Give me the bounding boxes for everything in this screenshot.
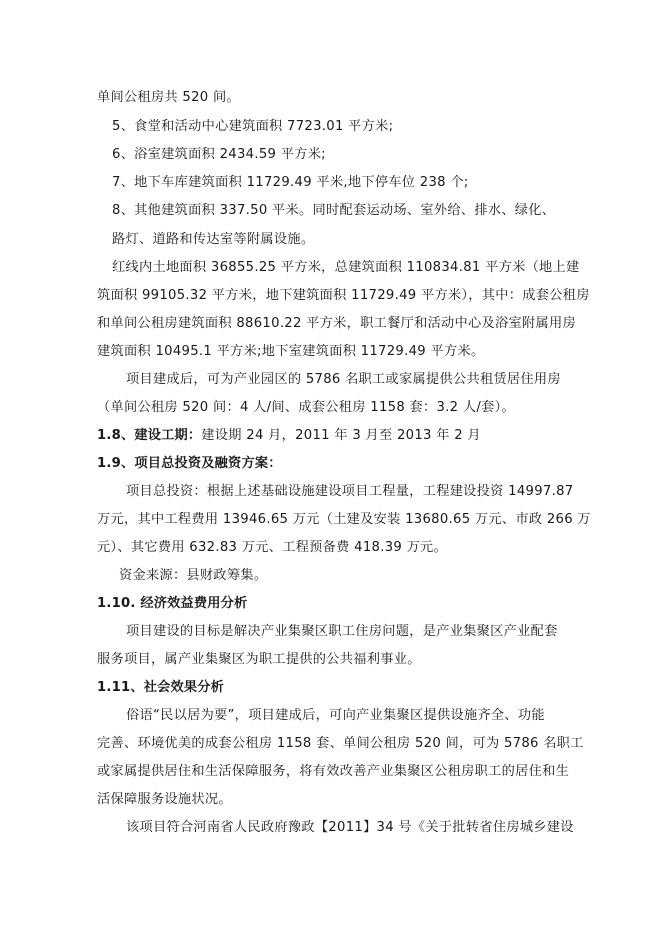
list-item-other-area-cont: 路灯、道路和传达室等附属设施。 [112, 232, 315, 247]
paragraph-line: 单间公租房共 520 间。 [97, 90, 240, 105]
paragraph-line: 建筑面积 10495.1 平方米;地下室建筑面积 11729.49 平方米。 [97, 344, 485, 359]
paragraph-line: 活保障服务设施状况。 [97, 792, 232, 807]
paragraph-line: 完善、环境优美的成套公租房 1158 套、单间公租房 520 间，可为 5786 名职工 [97, 736, 584, 751]
section-heading-text: 建设期 24 月，2011 年 3 月至 2013 年 2 月 [201, 428, 481, 443]
paragraph-line: （单间公租房 520 间：4 人/间、成套公租房 1158 套：3.2 人/套）。 [97, 400, 515, 415]
paragraph-line: 服务项目，属产业集聚区为职工提供的公共福利事业。 [97, 652, 421, 667]
paragraph-line: 俗语“民以居为要”，项目建成后，可向产业集聚区提供设施齐全、功能 [126, 708, 545, 723]
paragraph-line: 或家属提供居住和生活保障服务，将有效改善产业集聚区公租房职工的居住和生 [97, 764, 570, 779]
section-heading-1-10: 1.10. 经济效益费用分析 [97, 596, 248, 611]
list-item-other-area: 8、其他建筑面积 337.50 平米。同时配套运动场、室外给、排水、绿化、 [112, 203, 556, 218]
list-item-garage-area: 7、地下车库建筑面积 11729.49 平米,地下停车位 238 个; [112, 175, 469, 190]
paragraph-line: 和单间公租房建筑面积 88610.22 平方米，职工餐厅和活动中心及浴室附属用房 [97, 316, 576, 331]
paragraph-line: 资金来源：县财政筹集。 [119, 568, 268, 583]
section-heading-1-9: 1.9、项目总投资及融资方案： [97, 456, 282, 471]
section-heading-1-8 [97, 426, 481, 446]
paragraph-line: 红线内土地面积 36855.25 平方米，总建筑面积 110834.81 平方米（地上建 [112, 260, 580, 275]
paragraph-line: 万元，其中工程费用 13946.65 万元（土建及安装 13680.65 万元、市政 266 万 [97, 512, 591, 527]
paragraph-line: 项目总投资：根据上述基础设施建设项目工程量，工程建设投资 14997.87 [126, 484, 574, 499]
paragraph-line: 该项目符合河南省人民政府豫政【2011】34 号《关于批转省住房城乡建设 [126, 820, 574, 835]
paragraph-line: 筑面积 99105.32 平方米，地下建筑面积 11729.49 平方米），其中：成套公租房 [97, 288, 590, 303]
list-item-canteen-area: 5、食堂和活动中心建筑面积 7723.01 平方米; [112, 119, 394, 134]
list-item-bathhouse-area: 6、浴室建筑面积 2434.59 平方米; [112, 147, 326, 162]
section-heading-1-11: 1.11、社会效果分析 [97, 680, 225, 695]
section-heading-label: 1.8、建设工期： [97, 428, 202, 443]
paragraph-line: 项目建设的目标是解决产业集聚区职工住房问题，是产业集聚区产业配套 [126, 624, 558, 639]
paragraph-line: 项目建成后，可为产业园区的 5786 名职工或家属提供公共租赁居住用房 [126, 372, 561, 387]
paragraph-line: 元）、其它费用 632.83 万元、工程预备费 418.39 万元。 [97, 540, 448, 555]
